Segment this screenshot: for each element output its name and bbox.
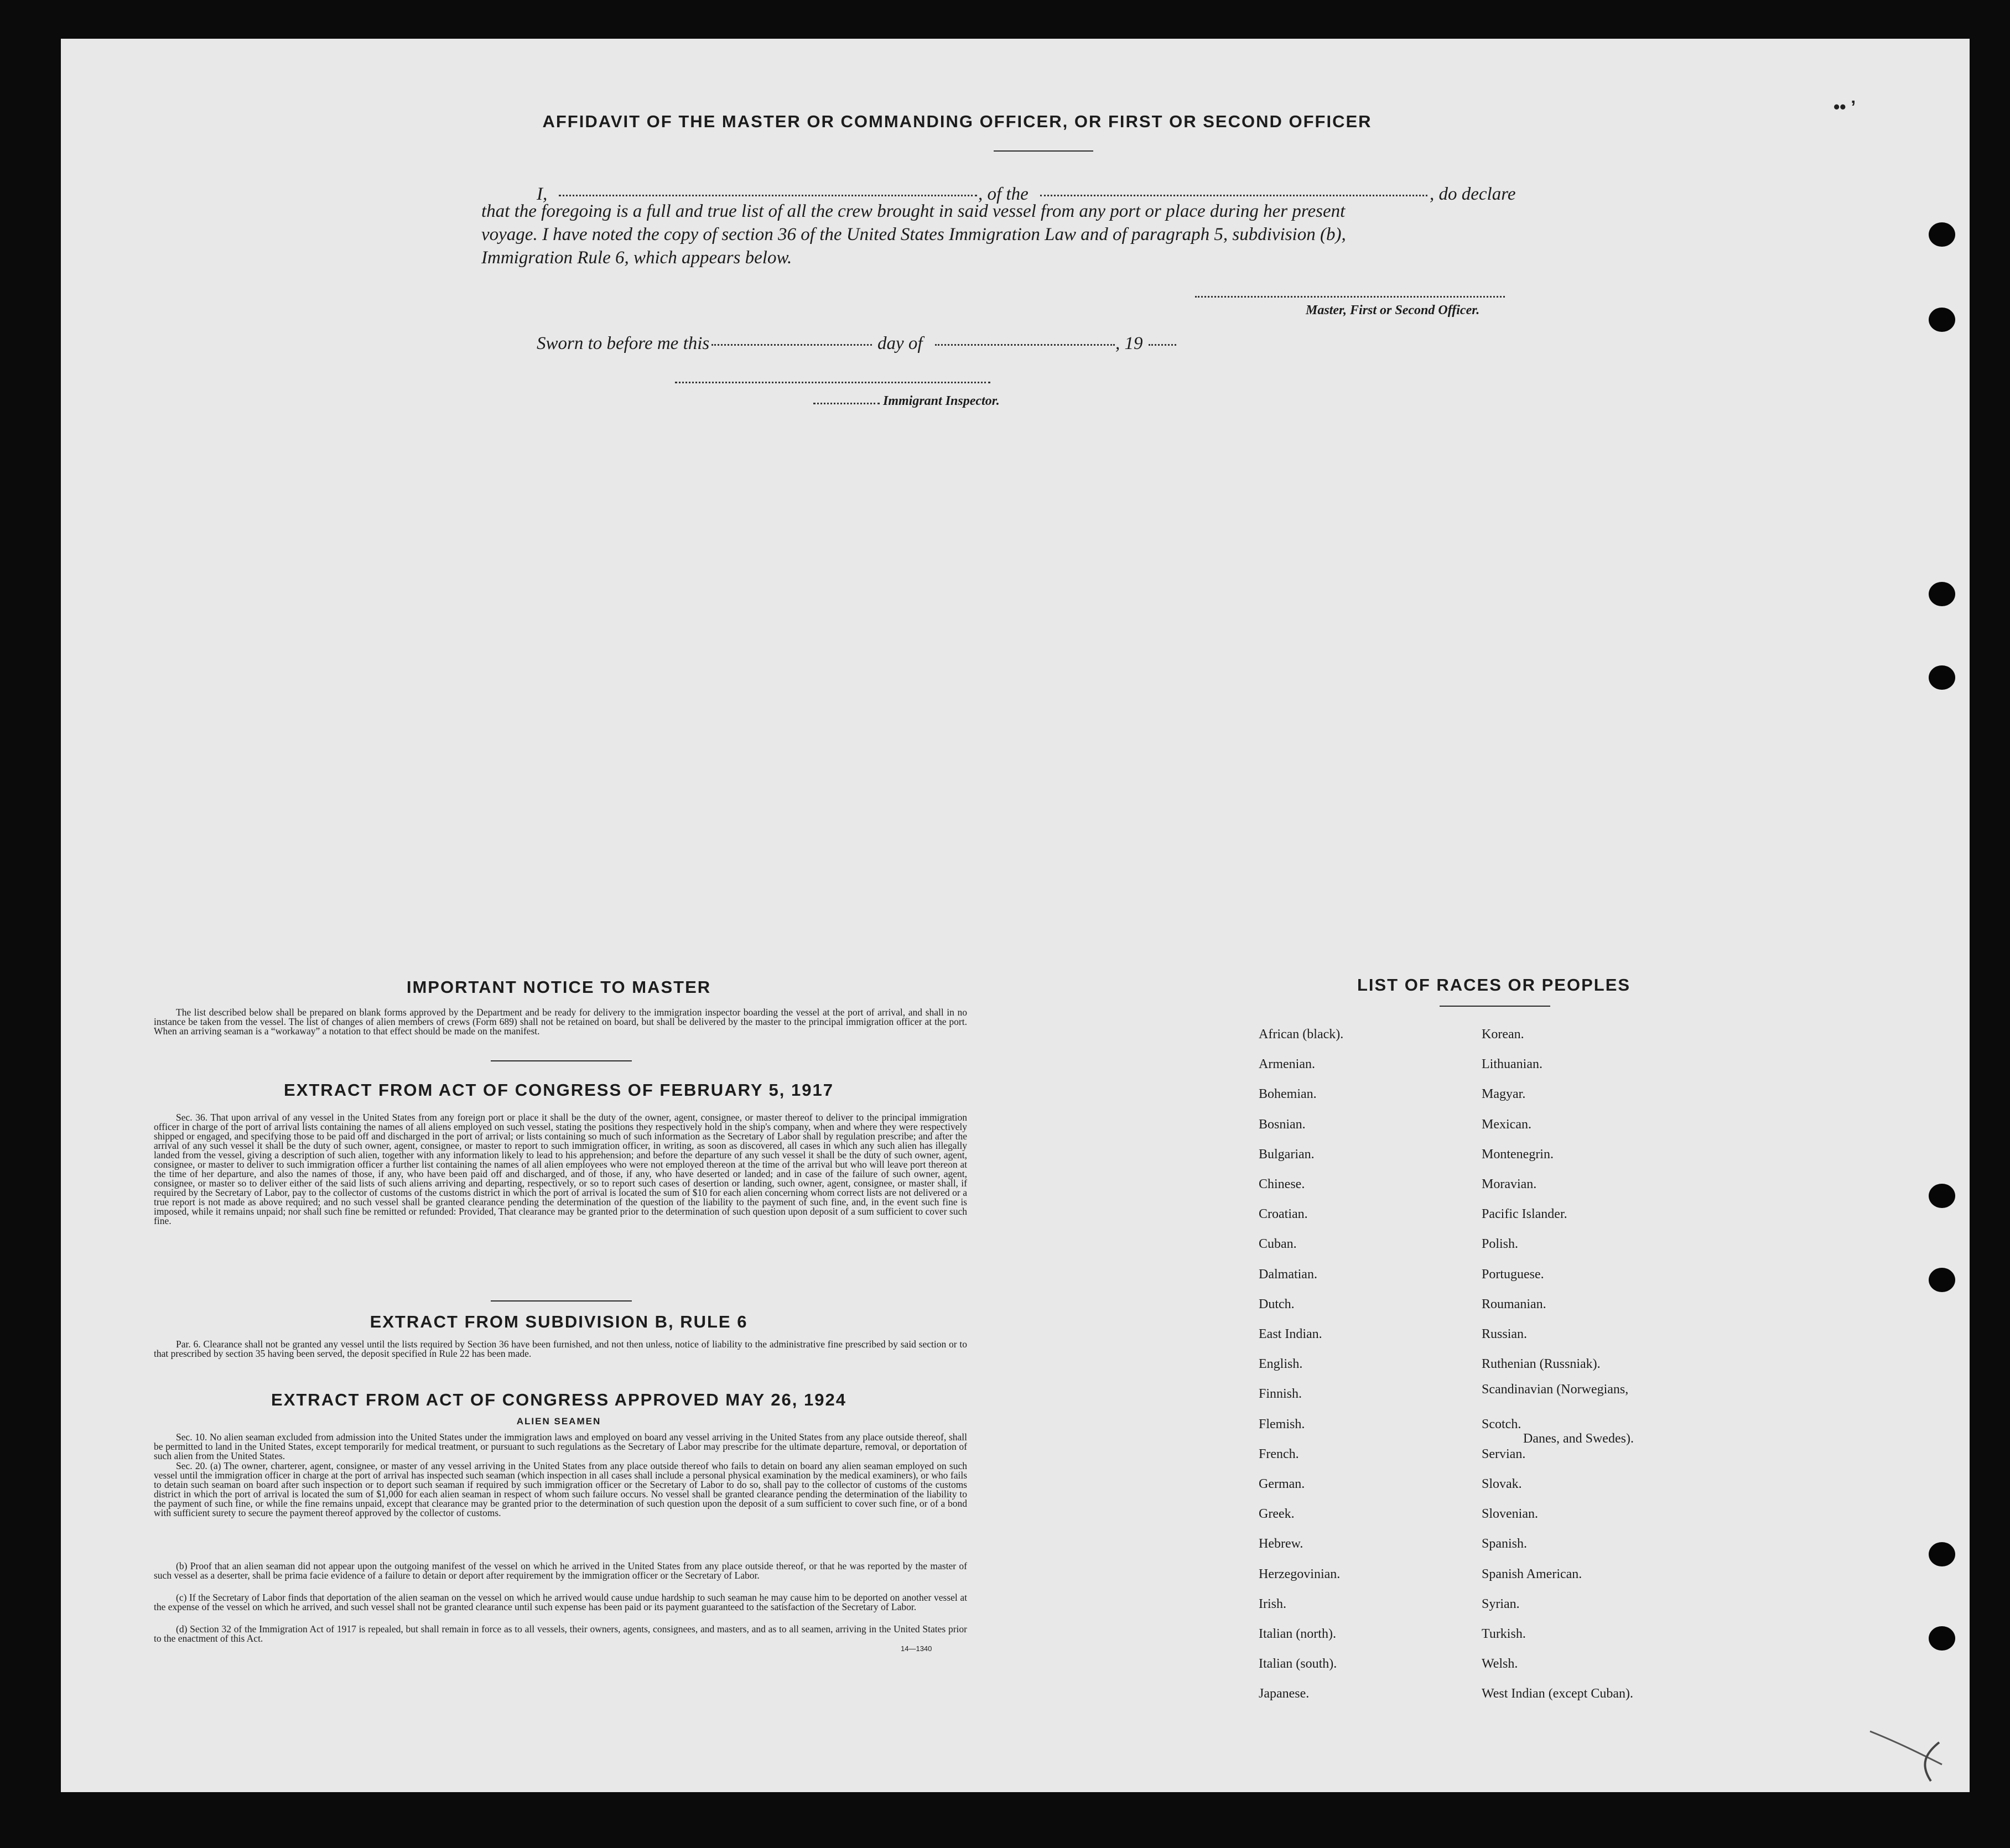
- race-right-item: Syrian.: [1482, 1597, 1520, 1611]
- extract-1917-title: EXTRACT FROM ACT OF CONGRESS OF FEBRUARY 5, 1917: [284, 1080, 834, 1100]
- form-number: 14—1340: [901, 1644, 932, 1653]
- race-left-item: German.: [1259, 1477, 1305, 1491]
- race-left-item: Cuban.: [1259, 1237, 1297, 1251]
- divider-2: [491, 1300, 632, 1302]
- binder-hole: [1929, 1184, 1955, 1208]
- affidavit-i: I,: [537, 184, 548, 204]
- sworn-prefix: Sworn to before me this: [537, 334, 710, 353]
- race-right-item: Scotch.: [1482, 1417, 1521, 1431]
- sworn-year: , 19: [1115, 334, 1143, 353]
- pencil-mark-icon: [1864, 1720, 1964, 1787]
- title-divider: [994, 150, 1093, 152]
- affidavit-line-2: that the foregoing is a full and true list of all the crew brought in said vessel from any port or place during her present: [481, 201, 1346, 221]
- name-blank[interactable]: [559, 195, 977, 196]
- race-right-item: Portuguese.: [1482, 1267, 1544, 1282]
- race-right-item: Scandinavian (Norwegians,: [1482, 1382, 1629, 1397]
- affidavit-line-3: voyage. I have noted the copy of section 36 of the United States Immigration Law and of paragraph 5, subdivision (b),: [481, 225, 1346, 244]
- race-right-item: Ruthenian (Russniak).: [1482, 1357, 1601, 1371]
- divider-1: [491, 1060, 632, 1061]
- race-right-item: Polish.: [1482, 1237, 1519, 1251]
- sec-20b: (b) Proof that an alien seaman did not appear upon the outgoing manifest of the vessel on which he arrived in the United States from any place outside thereof, or that he was reported by the master of such vessel as a deserter, shall be prima facie evidence of a failure to detain or deport after requirement by the immigration officer or the Secretary of Labor.: [154, 1560, 967, 1581]
- race-right-item: Slovenian.: [1482, 1507, 1538, 1521]
- notice-title: IMPORTANT NOTICE TO MASTER: [406, 977, 711, 997]
- race-right-continuation: Danes, and Swedes).: [1523, 1431, 1634, 1446]
- race-right-item: Montenegrin.: [1482, 1147, 1554, 1162]
- race-left-item: Bulgarian.: [1259, 1147, 1315, 1162]
- sec-10: Sec. 10. No alien seaman excluded from admission into the United States under the immigration laws and employed on board any vessel arriving in the United States from any place outside thereof, shall be permitted to land in the United States, except temporarily for medical treatment, or pursuant to such regulations as the Secretary of Labor may prescribe for the ultimate departure, removal, or deportation of such alien from the United States.: [154, 1431, 967, 1461]
- race-left-item: Flemish.: [1259, 1417, 1305, 1431]
- race-right-item: West Indian (except Cuban).: [1482, 1686, 1633, 1701]
- race-left-item: Armenian.: [1259, 1057, 1315, 1071]
- race-left-item: Greek.: [1259, 1507, 1295, 1521]
- binder-hole: [1929, 582, 1955, 606]
- race-left-item: Japanese.: [1259, 1686, 1310, 1701]
- race-right-item: Mexican.: [1482, 1117, 1531, 1132]
- race-left-item: Finnish.: [1259, 1387, 1302, 1401]
- race-left-item: Italian (south).: [1259, 1657, 1337, 1671]
- sworn-month-blank[interactable]: [935, 344, 1115, 346]
- vessel-blank[interactable]: [1040, 195, 1427, 196]
- sec-20c: (c) If the Secretary of Labor finds that deportation of the alien seaman on the vessel on which he arrived would cause undue hardship to such seaman he may cause him to be deported on another vessel at the expense of the vessel on which he arrived, and such vessel shall not be granted clearance until such expense has been paid or its payment guaranteed to the satisfaction of the Secretary of Labor.: [154, 1592, 967, 1612]
- race-left-item: Irish.: [1259, 1597, 1286, 1611]
- corner-mark: •• ʼ: [1834, 97, 1856, 117]
- race-left-item: African (black).: [1259, 1027, 1344, 1042]
- scanned-form-page: [61, 39, 1970, 1792]
- race-right-item: Spanish.: [1482, 1537, 1528, 1551]
- sworn-year-blank[interactable]: [1149, 344, 1176, 346]
- subdivision-title: EXTRACT FROM SUBDIVISION B, RULE 6: [370, 1312, 748, 1331]
- race-left-item: French.: [1259, 1447, 1299, 1461]
- race-right-item: Lithuanian.: [1482, 1057, 1542, 1071]
- subdivision-body: Par. 6. Clearance shall not be granted any vessel until the lists required by Section 36 have been furnished, and not then unless, notice of liability to the administrative fine prescribed by said section or to that prescribed by section 35 having been served, the deposit specified in Rule 22 has been made.: [154, 1339, 967, 1359]
- race-left-item: Croatian.: [1259, 1207, 1308, 1221]
- race-left-item: Bosnian.: [1259, 1117, 1306, 1132]
- race-left-item: East Indian.: [1259, 1327, 1322, 1341]
- race-left-item: Dalmatian.: [1259, 1267, 1317, 1282]
- extract-1917-body: Sec. 36. That upon arrival of any vessel in the United States from any foreign port or place it shall be the duty of the owner, agent, consignee, or master thereof to deliver to the principal immigration officer in charge of the port of arrival lists containing the names of all aliens employed on such vessel, stating the positions they respectively hold in the ship's company, when and where they were respectively shipped or engaged, and specifying those to be paid off and discharged in the port of arrival; or lists containing so much of such information as the Secretary of Labor shall by regulation prescribe; and after the arrival of any such vessel it shall be the duty of such owner, agent, consignee, or master to report to such immigration officer, in writing, as soon as discovered, all cases in which any such alien has illegally landed from the vessel, giving a description of such alien, together with any information likely to lead to his apprehension; and before the departure of any such vessel it shall be the duty of such owner, agent, consignee, or master to deliver to such immigration officer a further list containing the names of all alien employees who were not employed thereon at the time of the arrival but who will leave port thereon at the time of her departure, and also the names of those, if any, who have been paid off and discharged, and of those, if any, who have deserted or landed; and in case of the failure of such owner, agent, consignee, or master so to deliver either of the said lists of such aliens arriving and departing, respectively, or so to report such cases of desertion or landing, such owner, agent, consignee, or master shall, if required by the Secretary of Labor, pay to the collector of customs of the customs district in which the port of arrival is located the sum of $10 for each alien concerning whom correct lists are not delivered or a true report is not made as above required; and no such vessel shall be granted clearance pending the determination of the question of the liability to the payment of such fine, and, in the event such fine is imposed, while it remains unpaid; nor shall such fine be remitted or refunded: Provided, That clearance may be granted prior to the determination of such question upon deposit of a sum sufficient to cover such fine.: [154, 1112, 967, 1226]
- binder-hole: [1929, 222, 1955, 247]
- race-left-item: English.: [1259, 1357, 1303, 1371]
- race-left-item: Hebrew.: [1259, 1537, 1303, 1551]
- inspector-short-blank[interactable]: [813, 403, 880, 404]
- race-left-item: Herzegovinian.: [1259, 1567, 1341, 1581]
- affidavit-do-declare: , do declare: [1430, 184, 1516, 204]
- race-right-item: Roumanian.: [1482, 1297, 1546, 1311]
- race-right-item: Turkish.: [1482, 1627, 1526, 1641]
- race-left-item: Bohemian.: [1259, 1087, 1317, 1101]
- notice-body: The list described below shall be prepared on blank forms approved by the Department and be ready for delivery to the immigration inspector boarding the vessel at the port of arrival, and shall in no instance be taken from the vessel. The list of changes of alien members of crews (Form 689) shall not be retained on board, but shall be delivered by the master to the principal immigration officer at the port. When an arriving seaman is a “workaway” a notation to that effect should be made on the manifest.: [154, 1007, 967, 1037]
- binder-hole: [1929, 665, 1955, 690]
- race-right-item: Korean.: [1482, 1027, 1524, 1042]
- races-divider: [1440, 1006, 1550, 1007]
- race-right-item: Russian.: [1482, 1327, 1528, 1341]
- race-left-item: Dutch.: [1259, 1297, 1295, 1311]
- master-label: Master, First or Second Officer.: [1306, 303, 1480, 317]
- binder-hole: [1929, 1626, 1955, 1651]
- affidavit-title: AFFIDAVIT OF THE MASTER OR COMMANDING OFFICER, OR FIRST OR SECOND OFFICER: [542, 112, 1372, 131]
- race-right-item: Servian.: [1482, 1447, 1526, 1461]
- inspector-signature-blank[interactable]: [675, 382, 990, 383]
- race-left-item: Chinese.: [1259, 1177, 1305, 1191]
- sec-20a: Sec. 20. (a) The owner, charterer, agent, consignee, or master of any vessel arriving in the United States from any place outside thereof who fails to detain on board any alien seaman employed on such vessel until the immigration officer in charge at the port of arrival has inspected such seaman (which inspection in all cases shall include a personal physical examination by the medical examiners), or who fails to detain such seaman on board after such inspection or to deport such seaman if required by such immigration officer or the Secretary of Labor to do so, shall pay to the collector of customs of the customs district in which the port of arrival is located the sum of $1,000 for each alien seaman in respect of whom such failure occurs. No vessel shall be granted clearance pending the determination of the liability to the payment of such fine, or while the fine remains unpaid, except that clearance may be granted prior to the determination of such question upon the deposit of a sum sufficient to cover such fine, or of a bond with sufficient surety to secure the payment thereof approved by the collector of customs.: [154, 1460, 967, 1518]
- race-right-item: Welsh.: [1482, 1657, 1518, 1671]
- sworn-day-of: day of: [877, 334, 923, 353]
- affidavit-line-4: Immigration Rule 6, which appears below.: [481, 248, 792, 268]
- race-right-item: Pacific Islander.: [1482, 1207, 1567, 1221]
- race-left-item: Italian (north).: [1259, 1627, 1336, 1641]
- sec-20d: (d) Section 32 of the Immigration Act of 1917 is repealed, but shall remain in force as to all vessels, their owners, agents, consignees, and masters, and as to all seamen, arriving in the United States prior to the enactment of this Act.: [154, 1623, 967, 1644]
- alien-seamen-subtitle: ALIEN SEAMEN: [516, 1416, 601, 1427]
- extract-1924-title: EXTRACT FROM ACT OF CONGRESS APPROVED MAY 26, 1924: [271, 1390, 846, 1409]
- binder-hole: [1929, 308, 1955, 332]
- binder-hole: [1929, 1542, 1955, 1566]
- sworn-day-blank[interactable]: [711, 344, 872, 346]
- races-title: LIST OF RACES OR PEOPLES: [1357, 975, 1631, 995]
- race-right-item: Magyar.: [1482, 1087, 1526, 1101]
- race-right-item: Slovak.: [1482, 1477, 1522, 1491]
- race-right-item: Moravian.: [1482, 1177, 1537, 1191]
- inspector-label: Immigrant Inspector.: [883, 394, 1000, 408]
- race-right-item: Spanish American.: [1482, 1567, 1582, 1581]
- affidavit-of-the: , of the: [978, 184, 1029, 204]
- master-signature-blank[interactable]: [1195, 296, 1505, 298]
- binder-hole: [1929, 1268, 1955, 1292]
